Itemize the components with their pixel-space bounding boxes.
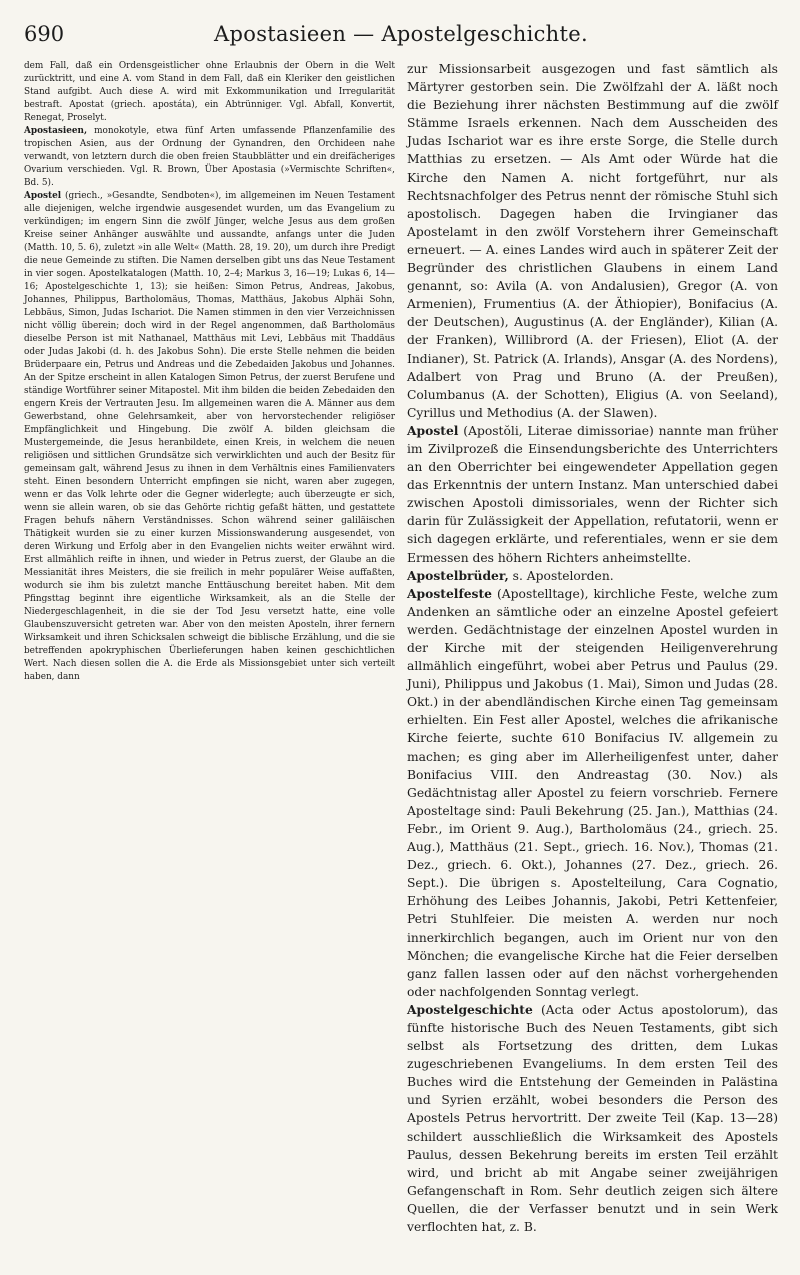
running-title: Apostasieen — Apostelgeschichte. — [214, 22, 588, 46]
entry-headword: Apostel — [24, 191, 62, 201]
entry-continuation — [407, 60, 778, 422]
entry-text: zur Missionsarbeit ausgezogen und fast sämtlich als Märtyrer gestorben sein. Die Zwölfzahl der A. läßt noch die Beziehung ihrer nächsten Bestimmung auf die zwölf Stämme Israels erkennen. Nach dem Ausscheiden des Judas Ischariot war es ihre erste Sorge, die Stelle durch Matthias zu ersetzen. — Als Amt oder Würde hat die Kirche den Namen A. nicht fortgeführt, nur als Rechtsnachfolger des Petrus nennt der römische Stuhl sich apostolisch. Dagegen haben die Irvingianer das Apostelamt in den zwölf Vorstehern ihrer Gemeinschaft erneuert. — A. eines Landes wird auch in späterer Zeit der Begründer des christlichen Glaubens in einem Land genannt, so: Avila (A. von Andalusien), Gregor (A. von Armenien), Frumentius (A. der Äthiopier), Bonifacius (A. der Deutschen), Augustinus (A. der Engländer), Kilian (A. der Franken), Willibrord (A. der Friesen), Eliot (A. der Indianer), St. Patrick (A. Irlands), Ansgar (A. des Nordens), Adalbert von Prag und Bruno (A. der Preußen), Columbanus (A. der Schotten), Eligius (A. von Seeland), Cyrillus und Methodius (A. der Slawen). — [407, 62, 778, 420]
entry-text: dem Fall, daß ein Ordensgeistlicher ohne Erlaubnis der Obern in die Welt zurücktritt, und eine A. vom Stand in dem Fall, daß ein Kleriker den geistlichen Stand aufgibt. Auch diese A. wird mit Exkommunikation und Irregularität bestraft. Apostat (griech. apostáta), ein Abtrünniger. Vgl. Abfall, Konvertit, Renegat, Proselyt. — [24, 61, 395, 123]
entry-apostel-law — [407, 422, 778, 567]
entry-continuation — [24, 60, 395, 125]
entry-headword: Apostel — [407, 422, 459, 438]
entry-apostasieen — [24, 125, 395, 190]
entry-headword: Apostelgeschichte — [407, 1001, 533, 1017]
entry-apostelfeste — [407, 585, 778, 1001]
text-columns — [24, 60, 778, 1236]
entry-text: s. Apostelorden. — [508, 568, 614, 583]
entry-text: (Apostelltage), kirchliche Feste, welche zum Andenken an sämtliche oder an einzelne Apostel gefeiert werden. Gedächtnistage der einzelnen Apostel wurden in der Kirche mit der steigenden Heiligenverehrung allmählich eingeführt, wobei aber Petrus und Paulus (29. Juni), Philippus und Jakobus (1. Mai), Simon und Judas (28. Okt.) in der abendländischen Kirche einen Tag gemeinsam erhielten. Ein Fest aller Apostel, welches die afrikanische Kirche feierte, suchte 610 Bonifacius IV. allgemein zu machen; es ging aber im Allerheiligenfest unter, daher Bonifacius VIII. den Andreastag (30. Nov.) als Gedächtnistag aller Apostel zu feiern vorschrieb. Fernere Aposteltage sind: Pauli Bekehrung (25. Jan.), Matthias (24. Febr., im Orient 9. Aug.), Bartholomäus (24., griech. 25. Aug.), Matthäus (21. Sept., griech. 16. Nov.), Thomas (21. Dez., griech. 6. Okt.), Johannes (27. Dez., griech. 26. Sept.). Die übrigen s. Apostelteilung, Cara Cognatio, Erhöhung des Leibes Johannis, Jakobi, Petri Kettenfeier, Petri Stuhlfeier. Die meisten A. werden nur noch innerkirchlich begangen, auch im Orient nur von den Mönchen; die evangelische Kirche hat die Feier derselben ganz fallen lassen oder auf den nächst vorhergehenden oder nachfolgenden Sonntag verlegt. — [407, 586, 778, 999]
entry-text: (Apostŏli, Literae dimissoriae) nannte man früher im Zivilprozeß die Einsendungsberichte des Unterrichters an den Oberrichter bei eingewendeter Appellation gegen das Erkenntnis der untern Instanz. Man unterschied dabei zwischen Apostoli dimissoriales, wenn der Richter sich darin für Zulässigkeit der Appellation, refutatorii, wenn er sich dagegen erklärte, und referentiales, wenn er sie dem Ermessen des höhern Richters anheimstellte. — [407, 423, 778, 565]
entry-headword: Apostelbrüder, — [407, 567, 509, 583]
right-column — [407, 60, 778, 1236]
page-number: 690 — [24, 22, 65, 46]
entry-apostelgeschichte — [407, 1001, 778, 1236]
entry-headword: Apostelfeste — [407, 585, 492, 601]
entry-text: (griech., »Gesandte, Sendboten«), im allgemeinen im Neuen Testament alle diejenigen, welche irgendwie ausgesendet wurden, um das Evangelium zu verkündigen; im engern Sinn die zwölf Jünger, welche Jesus aus dem großen Kreise seiner Anhänger auswählte und aussandte, anfangs unter die Juden (Matth. 10, 5. 6), zuletzt »in alle Welt« (Matth. 28, 19. 20), um durch ihre Predigt die neue Gemeinde zu stiften. Die Namen derselben gibt uns das Neue Testament in vier sogen. Apostelkatalogen (Matth. 10, 2–4; Markus 3, 16—19; Lukas 6, 14—16; Apostelgeschichte 1, 13); sie heißen: Simon Petrus, Andreas, Jakobus, Johannes, Philippus, Bartholomäus, Thomas, Matthäus, Jakobus Alphäi Sohn, Lebbäus, Simon, Judas Ischariot. Die Namen stimmen in den vier Verzeichnissen nicht völlig überein; doch wird in der Regel angenommen, daß Bartholomäus dieselbe Person ist mit Nathanael, Matthäus mit Levi, Lebbäus mit Thaddäus oder Judas Jakobi (d. h. des Jakobus Sohn). Die erste Stelle nehmen die beiden Brüderpaare ein, Petrus und Andreas und die Zebedaiden Jakobus und Johannes. An der Spitze erscheint in allen Katalogen Simon Petrus, der zuerst Berufene und ständige Wortführer seiner Mitapostel. Mit ihm bilden die beiden Zebedaiden den engern Kreis der Vertrauten Jesu. Im allgemeinen waren die A. Männer aus dem Gewerbstand, ohne Gelehrsamkeit, aber von hervorstechender religiöser Empfänglichkeit und Hingebung. Die zwölf A. bilden gleichsam die Mustergemeinde, die Jesus heranbildete, einen Kreis, in welchem die neuen religiösen und sittlichen Grundsätze sich verwirklichten und auch der Besitz für gemeinsam galt, während Jesus zu ihnen in dem Verhältnis eines Familienvaters steht. Einen besondern Unterricht empfingen sie nicht, waren aber zugegen, wenn er das Volk lehrte oder die Gegner widerlegte; auch überzeugte er sich, wenn sie allein waren, ob sie das Gehörte richtig gefaßt hätten, und gestattete Fragen behufs nähern Verständnisses. Schon während seiner galiläischen Thätigkeit wurden sie zu einer kurzen Missionswanderung ausgesendet, von deren Wirkung und Erfolg aber in den Evangelien nichts weiter erwähnt wird. Erst allmählich reifte in ihnen, und wieder in Petrus zuerst, der Glaube an die Messianität ihres Meisters, die sie freilich in mehr populärer Weise auffaßten, wodurch sie ihm bis zuletzt manche Enttäuschung bereitet haben. Mit dem Pfingsttag beginnt ihre eigentliche Wirksamkeit, als an die Stelle der Niedergeschlagenheit, in die sie der Tod Jesu versetzt hatte, eine volle Glaubenszuversicht getreten war. Aber von den meisten Aposteln, ihrer fernern Wirksamkeit und ihren Schicksalen schweigt die biblische Erzählung, und die sie betreffenden apokryphischen Überlieferungen haben keinen geschichtlichen Wert. Nach diesen sollen die A. die Erde als Missionsgebiet unter sich verteilt haben, dann — [24, 191, 395, 682]
left-column — [24, 60, 395, 1236]
entry-headword: Apostasieen, — [24, 126, 88, 136]
entry-apostel — [24, 190, 395, 684]
entry-text: monokotyle, etwa fünf Arten umfassende Pflanzenfamilie des tropischen Asien, aus der Ordnung der Gynandren, den Orchideen nahe verwandt, von letztern durch die oben freien Staubblätter und ein dreifächeriges Ovarium verschieden. Vgl. R. Brown, Über Apostasia (»Vermischte Schriften«, Bd. 5). — [24, 126, 395, 188]
entry-text: (Acta oder Actus apostolorum), das fünfte historische Buch des Neuen Testaments, gibt sich selbst als Fortsetzung des dritten, dem Lukas zugeschriebenen Evangeliums. In dem ersten Teil des Buches wird die Entstehung der Gemeinden in Palästina und Syrien erzählt, wobei besonders die Person des Apostels Petrus hervortritt. Der zweite Teil (Kap. 13—28) schildert ausschließlich die Wirksamkeit des Apostels Paulus, dessen Bekehrung bereits im ersten Teil erzählt wird, und bricht ab mit Angabe seiner zweijährigen Gefangenschaft in Rom. Sehr deutlich zeigen sich ältere Quellen, die der Verfasser benutzt und in sein Werk verflochten hat, z. B. — [407, 1002, 778, 1234]
page-header — [24, 0, 778, 56]
entry-apostelbrueder — [407, 567, 778, 585]
